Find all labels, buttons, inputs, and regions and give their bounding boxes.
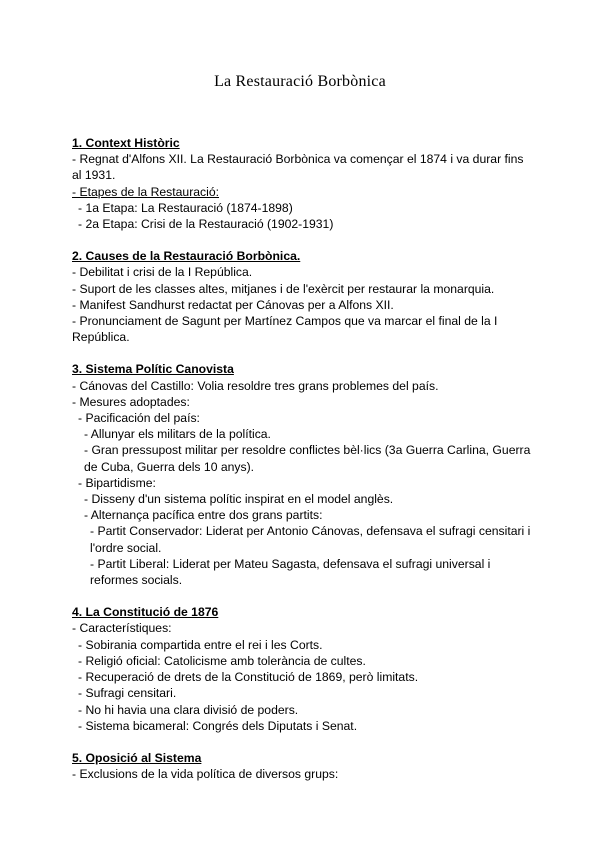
list-item: - Sufragi censitari. bbox=[78, 686, 177, 701]
list-item: - Regnat d'Alfons XII. La Restauració Borbònica va començar el 1874 i va durar fins al 1931. bbox=[72, 152, 524, 183]
list-item: - Partit Conservador: Liderat per Antonio Cánovas, defensava el sufragi censitari i l'ordre social. bbox=[90, 524, 531, 555]
document-body bbox=[72, 135, 532, 798]
list-item: - Sistema bicameral: Congrés dels Diputats i Senat. bbox=[78, 718, 358, 733]
section-heading: 3. Sistema Polític Canovista bbox=[72, 362, 234, 377]
list-item: - Sobirania compartida entre el rei i les Corts. bbox=[78, 637, 323, 652]
section-heading: 1. Context Històric bbox=[72, 136, 180, 150]
section-context-historic bbox=[72, 135, 532, 232]
list-item: - Mesures adoptades: bbox=[72, 394, 190, 409]
list-item: - No hi havia una clara divisió de poders. bbox=[78, 702, 299, 717]
section-sistema-politic bbox=[72, 361, 532, 588]
list-item: - Bipartidisme: bbox=[78, 475, 156, 490]
list-item: - Partit Liberal: Liderat per Mateu Sagasta, defensava el sufragi universal i reformes socials. bbox=[90, 556, 491, 588]
list-item: - Manifest Sandhurst redactat per Cánovas per a Alfons XII. bbox=[72, 297, 394, 312]
section-constitucio-1876 bbox=[72, 604, 532, 734]
list-item: - Suport de les classes altes, mitjanes i de l'exèrcit per restaurar la monarquia. bbox=[72, 281, 495, 296]
list-item: - Alternança pacífica entre dos grans partits: bbox=[84, 508, 323, 523]
list-item: - Religió oficial: Catolicisme amb tolerància de cultes. bbox=[78, 653, 366, 668]
document-title: La Restauració Borbònica bbox=[214, 73, 386, 90]
list-item: - Recuperació de drets de la Constitució de 1869, però limitats. bbox=[78, 670, 419, 685]
list-item: - Cánovas del Castillo: Volia resoldre tres grans problemes del país. bbox=[72, 378, 439, 393]
list-item: - Característiques: bbox=[72, 621, 172, 636]
list-item: - Gran pressupost militar per resoldre conflictes bèl·lics (3a Guerra Carlina, Guerra de Cuba, Guerra dels 10 anys). bbox=[84, 443, 531, 474]
list-item: - Debilitat i crisi de la I República. bbox=[72, 265, 253, 280]
list-item: - Pronunciament de Sagunt per Martínez Campos que va marcar el final de la I República. bbox=[72, 314, 498, 345]
section-heading: 2. Causes de la Restauració Borbònica. bbox=[72, 249, 301, 264]
list-item: - Disseny d'un sistema polític inspirat en el model anglès. bbox=[84, 492, 394, 507]
list-item: - Allunyar els militars de la política. bbox=[84, 427, 271, 442]
section-heading: 4. La Constitució de 1876 bbox=[72, 605, 219, 620]
list-item: - 2a Etapa: Crisi de la Restauració (1902-1931) bbox=[78, 217, 334, 232]
list-item: - Exclusions de la vida política de diversos grups: bbox=[72, 767, 339, 782]
section-heading: 5. Oposició al Sistema bbox=[72, 750, 202, 765]
section-oposicio bbox=[72, 750, 532, 782]
list-item: - 1a Etapa: La Restauració (1874-1898) bbox=[78, 200, 293, 215]
list-item: - Etapes de la Restauració: bbox=[72, 184, 220, 199]
list-item: - Pacificación del país: bbox=[78, 411, 200, 426]
section-causes bbox=[72, 248, 532, 345]
